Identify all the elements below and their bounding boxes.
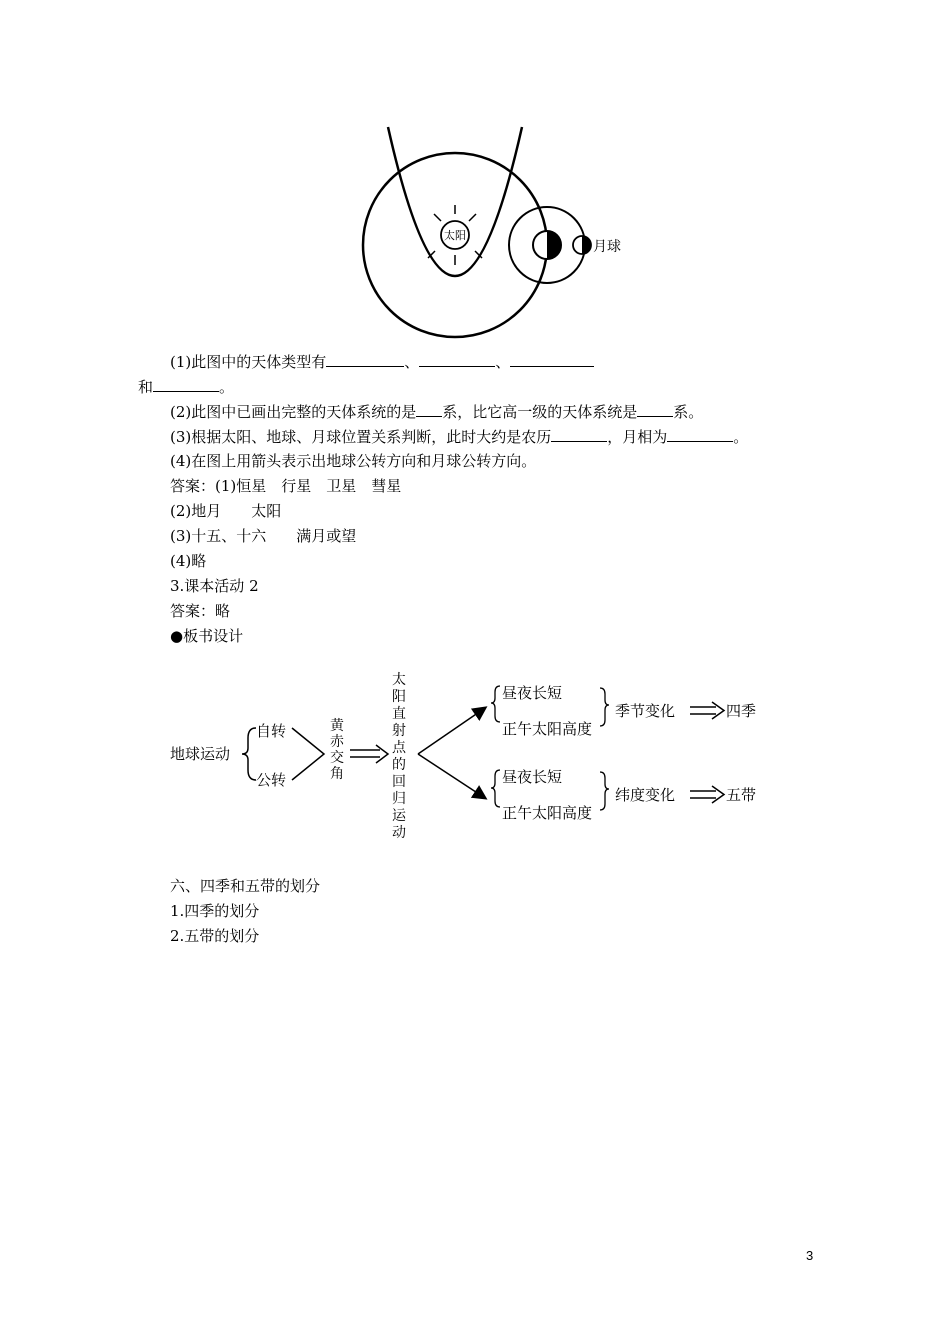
day-length-label-2: 昼夜长短 [502,768,563,786]
svg-text:直: 直 [392,706,406,722]
answer-2: (2)地月 太阳 [170,502,282,520]
svg-text:角: 角 [330,766,344,782]
item-3: 3.课本活动 2 [170,577,259,595]
svg-text:归: 归 [392,791,406,807]
comet-orbit [388,127,522,276]
answer-blank [637,401,673,417]
earth-motion-label: 地球运动 [170,745,231,763]
double-arrow-3 [690,786,724,803]
brace-bottom-right [600,772,609,810]
double-arrow-1 [350,745,388,763]
svg-text:运: 运 [392,808,406,824]
page-number: 3 [806,1248,814,1263]
converge-lines [292,728,324,780]
answer-blank [551,426,607,442]
moon-dark-side [582,236,591,254]
brace-top [491,686,500,722]
answer-blank [510,351,594,367]
rotation-label: 自转 [256,722,287,740]
answer-blank [153,376,219,392]
earth-night-side [547,231,561,259]
board-diagram [160,668,780,858]
answer-1: 答案：(1)恒星 行星 卫星 彗星 [170,477,402,495]
branch-arrow-up [418,708,485,754]
answer-blank [667,426,733,442]
noon-height-label-2: 正午太阳高度 [502,804,593,822]
question-1: (1)此图中的天体类型有 、 、 [170,351,594,372]
five-zones-label: 五带 [726,786,757,804]
answer-3: (3)十五、十六 满月或望 [170,527,357,545]
svg-text:射: 射 [392,723,406,739]
svg-text:太: 太 [392,672,406,688]
brace-left [242,728,256,780]
season-change-label: 季节变化 [615,702,676,720]
noon-height-label-1: 正午太阳高度 [502,720,593,738]
celestial-figure [350,125,640,345]
migration-vertical-text [392,671,407,841]
answer-blank [326,351,404,367]
double-arrow-2 [690,702,724,719]
branch-arrow-down [418,754,485,798]
question-1-cont: 和 。 [138,378,235,396]
latitude-change-label: 纬度变化 [615,786,676,804]
board-design-heading: ●板书设计 [170,627,244,645]
revolution-label: 公转 [256,771,287,789]
svg-text:点: 点 [392,740,406,756]
brace-top-right [600,688,609,726]
section-title: 六、四季和五带的划分 [170,877,321,895]
sun-label: 太阳 [444,229,466,242]
answer-4: (4)略 [170,552,207,570]
svg-text:的: 的 [392,757,406,773]
brace-bottom [491,770,500,807]
day-length-label-1: 昼夜长短 [502,684,563,702]
svg-text:动: 动 [392,825,406,841]
answer-item-3: 答案：略 [170,602,231,620]
svg-text:赤: 赤 [330,734,344,750]
section-item-1: 1.四季的划分 [170,902,260,920]
question-4: (4)在图上用箭头表示出地球公转方向和月球公转方向。 [170,452,537,470]
section-item-2: 2.五带的划分 [170,927,260,945]
moon-label: 月球 [593,239,621,255]
svg-text:交: 交 [330,750,344,766]
svg-text:阳: 阳 [392,689,406,705]
question-3: (3)根据太阳、地球、月球位置关系判断，此时大约是农历 ，月相为 。 [170,428,749,446]
svg-text:黄: 黄 [330,718,344,734]
svg-text:回: 回 [392,774,406,790]
question-2: (2)此图中已画出完整的天体系统的是 系，比它高一级的天体系统是 系。 [170,403,704,421]
four-seasons-label: 四季 [726,702,757,720]
obliquity-vertical-text [330,718,345,782]
answer-blank [416,401,442,417]
answer-blank [419,351,495,367]
